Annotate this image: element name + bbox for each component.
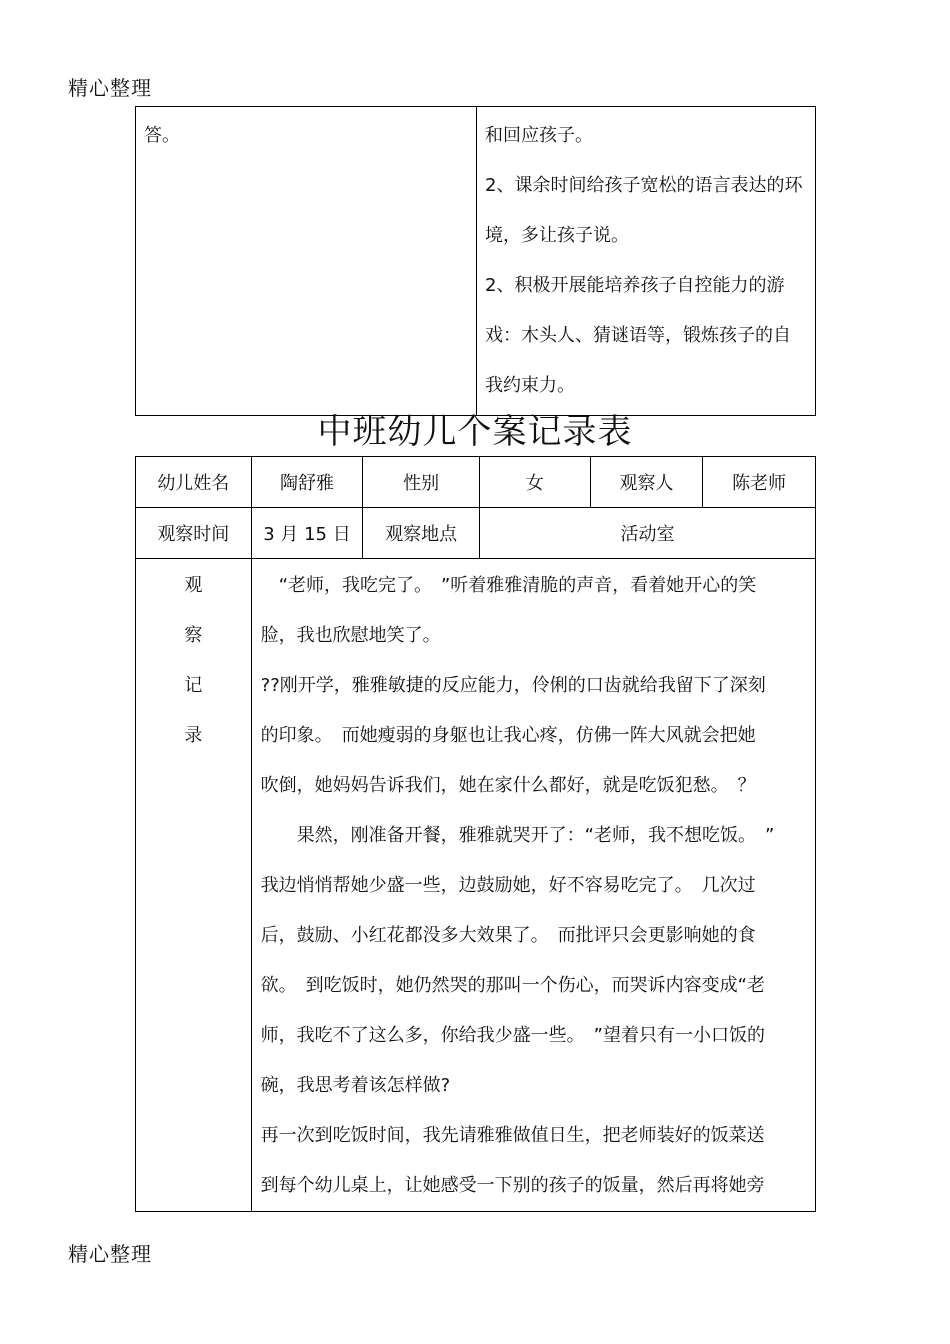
observer-value: 陈老师 — [703, 457, 816, 508]
record-line: 到每个幼儿桌上，让她感受一下别的孩子的饭量，然后再将她旁 — [260, 1175, 765, 1196]
previous-table-left-cell — [136, 107, 477, 416]
record-line: 碗，我思考着该怎样做? — [260, 1075, 451, 1096]
footer-watermark-text: 精心整理 — [68, 1242, 152, 1266]
observation-place-label: 观察地点 — [363, 508, 480, 559]
record-line: 果然，刚准备开餐，雅雅就哭开了：“老师，我不想吃饭。 ” — [260, 825, 775, 846]
previous-right-line: 2、课余时间给孩子宽松的语言表达的环 — [485, 175, 803, 196]
previous-left-text: 答。 — [144, 125, 180, 146]
record-label-char: 录 — [184, 725, 203, 746]
record-label-char: 观 — [184, 575, 203, 596]
gender-value: 女 — [479, 457, 590, 508]
record-line: 欲。 到吃饭时，她仍然哭的那叫一个伤心，而哭诉内容变成“老 — [260, 975, 765, 996]
previous-table-continuation — [135, 106, 816, 416]
previous-right-line: 我约束力。 — [485, 375, 575, 396]
document-title: 中班幼儿个案记录表 — [317, 412, 633, 452]
record-line: 吹倒，她妈妈告诉我们，她在家什么都好，就是吃饭犯愁。 ？ — [260, 775, 756, 796]
record-label-char: 察 — [184, 625, 203, 646]
previous-right-line: 和回应孩子。 — [485, 125, 593, 146]
record-line: 的印象。 而她瘦弱的身躯也让我心疼，仿佛一阵大风就会把她 — [260, 725, 756, 746]
previous-right-line: 2、积极开展能培养孩子自控能力的游 — [485, 275, 785, 296]
previous-right-line: 境，多让孩子说。 — [485, 225, 629, 246]
observation-time-value: 3 月 15 日 — [251, 508, 363, 559]
case-record-table — [135, 456, 816, 1212]
record-line: “老师，我吃完了。 ”听着雅雅清脆的声音，看着她开心的笑 — [260, 575, 757, 596]
record-line: 后，鼓励、小红花都没多大效果了。 而批评只会更影响她的食 — [260, 925, 756, 946]
record-label-char: 记 — [184, 675, 203, 696]
record-line: ??刚开学，雅雅敏捷的反应能力，伶俐的口齿就给我留下了深刻 — [260, 675, 766, 696]
observation-record-label — [136, 559, 252, 1212]
observation-time-label: 观察时间 — [136, 508, 252, 559]
record-line: 脸，我也欣慰地笑了。 — [260, 625, 441, 646]
record-line: 我边悄悄帮她少盛一些，边鼓励她，好不容易吃完了。 几次过 — [260, 875, 756, 896]
child-name-value: 陶舒雅 — [251, 457, 363, 508]
previous-table-right-cell — [477, 107, 816, 416]
observation-place-value: 活动室 — [479, 508, 815, 559]
record-line: 师，我吃不了这么多，你给我少盛一些。 ”望着只有一小口饭的 — [260, 1025, 765, 1046]
observation-record-content — [251, 559, 815, 1212]
child-name-label: 幼儿姓名 — [136, 457, 252, 508]
gender-label: 性别 — [363, 457, 480, 508]
record-line: 再一次到吃饭时间，我先请雅雅做值日生，把老师装好的饭菜送 — [260, 1125, 765, 1146]
observer-label: 观察人 — [590, 457, 703, 508]
header-watermark-text: 精心整理 — [68, 76, 152, 100]
previous-right-line: 戏：木头人、猜谜语等，锻炼孩子的自 — [485, 325, 791, 346]
